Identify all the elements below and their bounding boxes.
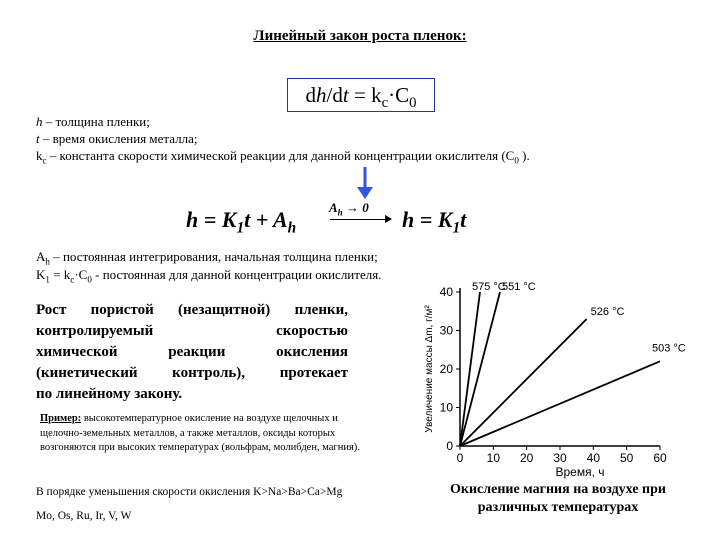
growth-line: по линейному закону. bbox=[36, 386, 183, 402]
cond-sub: h bbox=[337, 207, 343, 218]
linear-law-equation bbox=[186, 207, 296, 237]
series-label: 551 °C bbox=[502, 281, 536, 293]
eq-part: t bbox=[460, 207, 467, 232]
x-tick-label: 60 bbox=[653, 451, 667, 465]
series-label: 526 °C bbox=[590, 305, 625, 318]
simplified-equation bbox=[402, 207, 466, 237]
eq-part: /d bbox=[326, 83, 343, 107]
series-line bbox=[460, 319, 587, 446]
y-tick-label: 0 bbox=[446, 439, 453, 453]
def-symbol: k bbox=[36, 148, 43, 163]
growth-description bbox=[36, 300, 348, 405]
growth-line: (кинетический контроль), протекает bbox=[36, 365, 348, 381]
eq-part: h = K bbox=[186, 207, 237, 232]
oxidation-order-line1: В порядке уменьшения скорости окисления K>Na>Ba>Ca>Mg bbox=[36, 486, 343, 498]
series-line bbox=[460, 292, 480, 446]
const-sub: c bbox=[70, 274, 75, 285]
series-label: 503 °C bbox=[652, 342, 686, 355]
example-label: Пример: bbox=[40, 413, 82, 424]
const-sub: h bbox=[45, 256, 50, 267]
y-tick-label: 30 bbox=[439, 323, 453, 338]
y-tick-label: 10 bbox=[439, 400, 453, 415]
x-axis-label: Время, ч bbox=[555, 465, 605, 479]
def-symbol: t bbox=[36, 131, 40, 146]
definition-t bbox=[36, 131, 198, 147]
const-sub: 1 bbox=[45, 274, 50, 285]
chart-caption: Окисление магния на воздухе при различных температурах bbox=[450, 482, 666, 515]
eq-t: t bbox=[342, 83, 349, 107]
cond-part: A bbox=[329, 200, 338, 215]
growth-line: контролируемый скоростью bbox=[36, 323, 348, 339]
y-axis-label: Увеличение массы Δm, г/м² bbox=[424, 305, 435, 433]
eq-sub: c bbox=[381, 95, 389, 112]
def-text: ). bbox=[518, 148, 530, 163]
eq-part: ·C bbox=[388, 83, 410, 107]
eq-part: t + A bbox=[244, 207, 288, 232]
const-text: – постоянная интегрирования, начальная толщина пленки; bbox=[49, 249, 378, 264]
def-text: – время окисления металла; bbox=[39, 131, 198, 146]
const-text: ·C bbox=[74, 267, 88, 282]
right-arrow-icon bbox=[385, 215, 392, 223]
def-symbol: h bbox=[36, 114, 43, 129]
example-paragraph bbox=[40, 412, 380, 456]
cond-part: → 0 bbox=[342, 200, 369, 215]
eq-sub: h bbox=[287, 219, 297, 237]
limit-condition bbox=[329, 200, 369, 218]
x-tick-label: 30 bbox=[553, 451, 567, 465]
const-text: = k bbox=[49, 267, 71, 282]
series-line bbox=[460, 292, 500, 446]
x-tick-label: 0 bbox=[456, 451, 464, 465]
eq-sub: 1 bbox=[452, 219, 461, 237]
oxidation-order-line2: Mo, Os, Ru, Ir, V, W bbox=[36, 510, 132, 522]
x-tick-label: 10 bbox=[486, 451, 501, 465]
x-tick-label: 40 bbox=[586, 451, 601, 465]
eq-part: = k bbox=[348, 83, 382, 107]
eq-part: d bbox=[305, 83, 317, 107]
definition-kc bbox=[36, 148, 530, 166]
down-arrow-icon bbox=[354, 165, 376, 201]
oxidation-chart bbox=[410, 280, 690, 480]
const-symbol: K bbox=[36, 267, 46, 282]
eq-h: h bbox=[316, 83, 327, 107]
const-sub: 0 bbox=[87, 274, 92, 285]
x-tick-label: 20 bbox=[519, 451, 534, 465]
y-tick-label: 40 bbox=[439, 285, 453, 299]
condition-arrow-line bbox=[330, 219, 390, 220]
series-line bbox=[460, 361, 660, 446]
definition-h bbox=[36, 114, 150, 130]
eq-sub: 1 bbox=[236, 219, 245, 237]
example-text: высокотемпературное окисление на воздухе щелочных и щелочно-земельных металлов, а также металлов, оксиды которых возгоняются при высоких температурах (вольфрам, молибден, магния). bbox=[40, 413, 360, 454]
def-sub: c bbox=[42, 155, 47, 166]
def-sub: 0 bbox=[514, 155, 519, 166]
def-text: – толщина пленки; bbox=[42, 114, 150, 129]
eq-sub: 0 bbox=[409, 95, 417, 112]
main-equation-box bbox=[287, 78, 435, 112]
def-text: – константа скорости химической реакции для данной концентрации окислителя (C bbox=[46, 148, 515, 163]
constant-ah bbox=[36, 249, 378, 267]
eq-part: h = K bbox=[402, 207, 453, 232]
constant-k1 bbox=[36, 267, 381, 285]
growth-line: Рост пористой (незащитной) пленки, bbox=[36, 302, 348, 318]
growth-line: химической реакции окисления bbox=[36, 344, 348, 360]
x-tick-label: 50 bbox=[619, 451, 634, 465]
series-label: 575 °C bbox=[472, 281, 506, 293]
const-symbol: A bbox=[36, 249, 46, 264]
const-text: - постоянная для данной концентрации окислителя. bbox=[91, 267, 382, 282]
page-title: Линейный закон роста пленок: bbox=[253, 28, 467, 44]
y-tick-label: 20 bbox=[439, 362, 453, 376]
